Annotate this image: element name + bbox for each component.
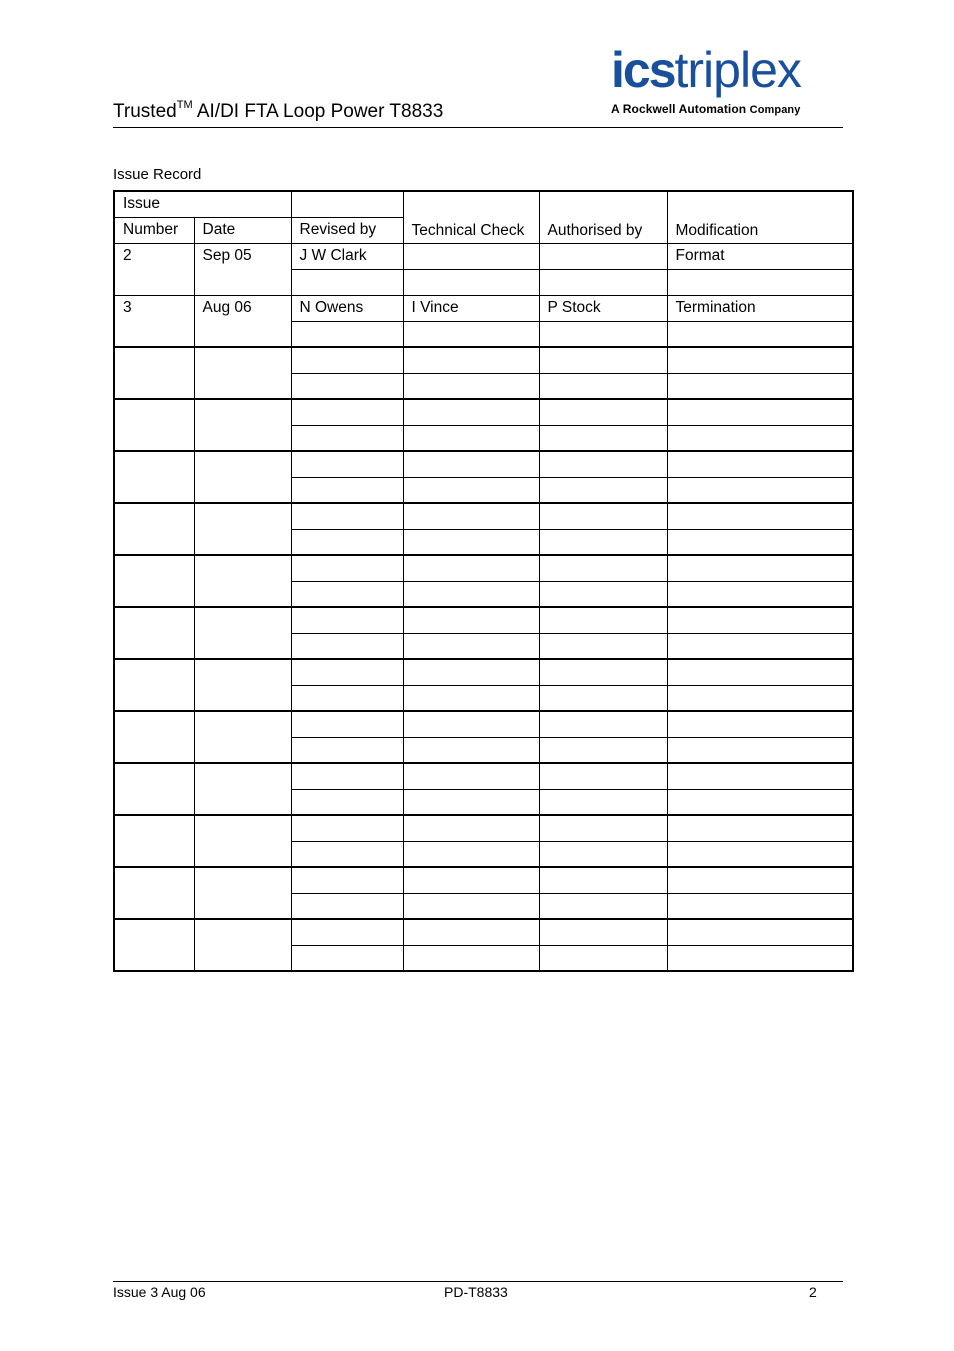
technical-check-cell xyxy=(403,399,539,425)
trademark-sup: TM xyxy=(176,99,193,111)
authorised-by-cell xyxy=(539,867,667,893)
authorised-by-cell xyxy=(539,919,667,945)
empty-cell xyxy=(539,685,667,711)
empty-cell xyxy=(403,477,539,503)
empty-cell xyxy=(539,373,667,399)
header-blank xyxy=(291,191,403,217)
authorised-by-cell xyxy=(539,347,667,373)
empty-cell xyxy=(539,945,667,971)
issue-number-cell: 3 xyxy=(114,295,194,347)
issue-date-cell xyxy=(194,503,291,555)
logo-tagline-company: Company xyxy=(749,104,801,116)
empty-cell xyxy=(539,789,667,815)
table-row xyxy=(114,451,853,477)
table-row xyxy=(114,607,853,633)
empty-cell xyxy=(667,373,853,399)
authorised-by-cell xyxy=(539,243,667,269)
revised-by-cell: J W Clark xyxy=(291,243,403,269)
empty-cell xyxy=(539,269,667,295)
empty-cell xyxy=(539,321,667,347)
empty-cell xyxy=(403,321,539,347)
table-row xyxy=(114,919,853,945)
table-header-row xyxy=(114,191,853,217)
modification-cell xyxy=(667,503,853,529)
modification-cell xyxy=(667,555,853,581)
empty-cell xyxy=(403,425,539,451)
technical-check-cell xyxy=(403,607,539,633)
footer-issue: Issue 3 Aug 06 xyxy=(113,1284,206,1300)
modification-cell xyxy=(667,659,853,685)
modification-cell xyxy=(667,815,853,841)
issue-number-cell xyxy=(114,919,194,971)
empty-cell xyxy=(403,373,539,399)
technical-check-cell: I Vince xyxy=(403,295,539,321)
technical-check-cell xyxy=(403,815,539,841)
table-row xyxy=(114,555,853,581)
issue-date-cell xyxy=(194,451,291,503)
issue-date-cell: Sep 05 xyxy=(194,243,291,295)
technical-check-cell xyxy=(403,659,539,685)
modification-cell xyxy=(667,763,853,789)
issue-number-cell xyxy=(114,399,194,451)
title-rest: AI/DI FTA Loop Power T8833 xyxy=(192,101,444,122)
technical-check-cell xyxy=(403,347,539,373)
issue-number-cell xyxy=(114,451,194,503)
authorised-by-cell xyxy=(539,555,667,581)
issue-number-cell xyxy=(114,555,194,607)
issue-date-cell xyxy=(194,659,291,711)
issue-number-cell xyxy=(114,867,194,919)
modification-cell: Termination xyxy=(667,295,853,321)
empty-cell xyxy=(291,269,403,295)
empty-cell xyxy=(667,425,853,451)
modification-cell xyxy=(667,919,853,945)
empty-cell xyxy=(667,633,853,659)
empty-cell xyxy=(403,841,539,867)
col-header-modification: Modification xyxy=(667,191,853,243)
empty-cell xyxy=(539,841,667,867)
table-row xyxy=(114,295,853,321)
issue-number-cell: 2 xyxy=(114,243,194,295)
modification-cell xyxy=(667,711,853,737)
empty-cell xyxy=(291,529,403,555)
issue-date-cell xyxy=(194,607,291,659)
authorised-by-cell xyxy=(539,503,667,529)
empty-cell xyxy=(403,685,539,711)
table-row xyxy=(114,399,853,425)
table-row xyxy=(114,815,853,841)
issue-number-cell xyxy=(114,607,194,659)
table-row xyxy=(114,243,853,269)
table-row xyxy=(114,711,853,737)
logo-tagline-prefix: A Rockwell Automation xyxy=(611,102,750,116)
empty-cell xyxy=(403,945,539,971)
authorised-by-cell xyxy=(539,815,667,841)
empty-cell xyxy=(667,685,853,711)
col-header-revised-by: Revised by xyxy=(291,217,403,243)
empty-cell xyxy=(403,893,539,919)
empty-cell xyxy=(403,633,539,659)
empty-cell xyxy=(291,633,403,659)
footer-page-number: 2 xyxy=(809,1284,817,1300)
modification-cell xyxy=(667,607,853,633)
empty-cell xyxy=(539,893,667,919)
header-divider xyxy=(113,127,843,128)
technical-check-cell xyxy=(403,451,539,477)
col-header-technical-check: Technical Check xyxy=(403,191,539,243)
logo-wordmark xyxy=(611,40,801,100)
page-title xyxy=(113,100,443,124)
empty-cell xyxy=(667,529,853,555)
revised-by-cell xyxy=(291,451,403,477)
issue-number-cell xyxy=(114,659,194,711)
issue-date-cell xyxy=(194,711,291,763)
modification-cell: Format xyxy=(667,243,853,269)
technical-check-cell xyxy=(403,867,539,893)
empty-cell xyxy=(291,945,403,971)
empty-cell xyxy=(667,269,853,295)
issue-date-cell xyxy=(194,815,291,867)
issue-date-cell xyxy=(194,555,291,607)
revised-by-cell: N Owens xyxy=(291,295,403,321)
issue-record-table xyxy=(113,190,854,972)
empty-cell xyxy=(291,425,403,451)
empty-cell xyxy=(403,737,539,763)
empty-cell xyxy=(667,737,853,763)
empty-cell xyxy=(291,321,403,347)
footer-doc-id: PD-T8833 xyxy=(444,1284,508,1300)
empty-cell xyxy=(667,321,853,347)
title-prefix: Trusted xyxy=(113,101,177,122)
issue-date-cell: Aug 06 xyxy=(194,295,291,347)
table-row xyxy=(114,659,853,685)
empty-cell xyxy=(291,841,403,867)
empty-cell xyxy=(667,841,853,867)
technical-check-cell xyxy=(403,555,539,581)
issue-number-cell xyxy=(114,503,194,555)
empty-cell xyxy=(539,633,667,659)
company-logo xyxy=(605,40,845,122)
empty-cell xyxy=(403,789,539,815)
technical-check-cell xyxy=(403,919,539,945)
revised-by-cell xyxy=(291,815,403,841)
footer-divider xyxy=(113,1281,843,1282)
modification-cell xyxy=(667,451,853,477)
revised-by-cell xyxy=(291,763,403,789)
authorised-by-cell: P Stock xyxy=(539,295,667,321)
logo-tagline xyxy=(611,102,800,116)
revised-by-cell xyxy=(291,711,403,737)
empty-cell xyxy=(403,581,539,607)
section-label: Issue Record xyxy=(113,166,202,183)
revised-by-cell xyxy=(291,659,403,685)
empty-cell xyxy=(291,581,403,607)
technical-check-cell xyxy=(403,763,539,789)
issue-date-cell xyxy=(194,919,291,971)
empty-cell xyxy=(291,789,403,815)
empty-cell xyxy=(291,893,403,919)
revised-by-cell xyxy=(291,867,403,893)
modification-cell xyxy=(667,347,853,373)
issue-date-cell xyxy=(194,347,291,399)
issue-date-cell xyxy=(194,763,291,815)
empty-cell xyxy=(539,737,667,763)
empty-cell xyxy=(539,477,667,503)
issue-number-cell xyxy=(114,815,194,867)
authorised-by-cell xyxy=(539,711,667,737)
revised-by-cell xyxy=(291,503,403,529)
empty-cell xyxy=(667,789,853,815)
technical-check-cell xyxy=(403,503,539,529)
col-header-date: Date xyxy=(194,217,291,243)
empty-cell xyxy=(291,685,403,711)
empty-cell xyxy=(291,477,403,503)
empty-cell xyxy=(667,581,853,607)
empty-cell xyxy=(291,737,403,763)
authorised-by-cell xyxy=(539,607,667,633)
revised-by-cell xyxy=(291,555,403,581)
modification-cell xyxy=(667,867,853,893)
empty-cell xyxy=(667,893,853,919)
empty-cell xyxy=(291,373,403,399)
authorised-by-cell xyxy=(539,659,667,685)
revised-by-cell xyxy=(291,399,403,425)
issue-date-cell xyxy=(194,399,291,451)
issue-group-header: Issue xyxy=(114,191,291,217)
authorised-by-cell xyxy=(539,451,667,477)
empty-cell xyxy=(539,425,667,451)
empty-cell xyxy=(403,269,539,295)
logo-light-text: triplex xyxy=(674,42,801,98)
table-row xyxy=(114,763,853,789)
issue-date-cell xyxy=(194,867,291,919)
table-row xyxy=(114,503,853,529)
revised-by-cell xyxy=(291,607,403,633)
authorised-by-cell xyxy=(539,399,667,425)
col-header-authorised-by: Authorised by xyxy=(539,191,667,243)
empty-cell xyxy=(667,477,853,503)
modification-cell xyxy=(667,399,853,425)
table-row xyxy=(114,867,853,893)
logo-bold-text: ics xyxy=(611,42,675,98)
issue-number-cell xyxy=(114,763,194,815)
empty-cell xyxy=(539,581,667,607)
empty-cell xyxy=(539,529,667,555)
technical-check-cell xyxy=(403,711,539,737)
col-header-number: Number xyxy=(114,217,194,243)
empty-cell xyxy=(403,529,539,555)
empty-cell xyxy=(667,945,853,971)
authorised-by-cell xyxy=(539,763,667,789)
revised-by-cell xyxy=(291,919,403,945)
revised-by-cell xyxy=(291,347,403,373)
technical-check-cell xyxy=(403,243,539,269)
issue-number-cell xyxy=(114,711,194,763)
issue-number-cell xyxy=(114,347,194,399)
table-row xyxy=(114,347,853,373)
